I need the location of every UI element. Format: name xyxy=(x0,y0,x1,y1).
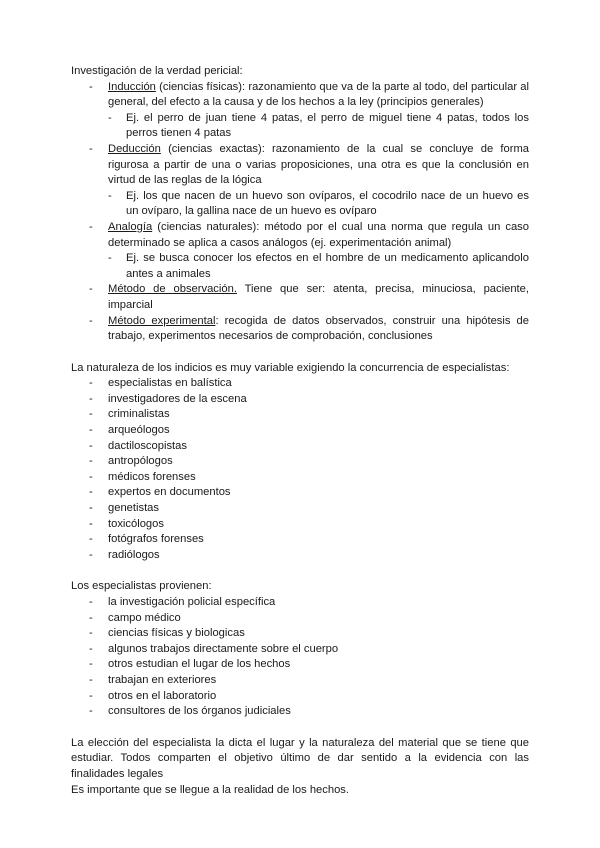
list-item: - investigadores de la escena xyxy=(71,392,529,408)
list-item: - dactiloscopistas xyxy=(71,439,529,455)
method-item-experimental xyxy=(71,314,529,345)
example-item: - Ej. los que nacen de un huevo son ovíparos, el cocodrilo nace de un huevo es un ovíparo, la gallina nace de un huevo es ovíparo xyxy=(108,189,529,220)
list-item: - ciencias físicas y biologicas xyxy=(71,626,529,642)
example-list xyxy=(108,111,529,142)
list-item: - toxicólogos xyxy=(71,517,529,533)
method-term: Inducción xyxy=(108,80,156,93)
list-item: - algunos trabajos directamente sobre el cuerpo xyxy=(71,642,529,658)
list-item: - médicos forenses xyxy=(71,470,529,486)
section-title: Investigación de la verdad pericial: xyxy=(71,65,243,77)
method-description: : recogida de datos observados, construir una hipótesis de trabajo, experimentos necesarios de comprobación, conclusiones xyxy=(108,314,529,343)
list-item: - radiólogos xyxy=(71,548,529,564)
list-item: - criminalistas xyxy=(71,407,529,423)
list-item: - la investigación policial específica xyxy=(71,595,529,611)
example-item: - Ej. el perro de juan tiene 4 patas, el perro de miguel tiene 4 patas, todos los perros tienen 4 patas xyxy=(108,111,529,142)
list-item: - genetistas xyxy=(71,501,529,517)
list-item: - campo médico xyxy=(71,611,529,627)
method-description: Tiene que ser: atenta, precisa, minuciosa, paciente, imparcial xyxy=(108,283,529,311)
method-term: Método experimental xyxy=(108,314,216,327)
method-item-induccion xyxy=(71,80,529,142)
example-list xyxy=(108,251,529,282)
origins-section xyxy=(71,579,529,719)
list-item: - consultores de los órganos judiciales xyxy=(71,704,529,720)
method-term: Método de observación. xyxy=(108,283,237,296)
methods-list xyxy=(71,80,529,345)
example-list xyxy=(108,189,529,220)
method-term: Deducción xyxy=(108,142,161,155)
closing-section xyxy=(71,736,529,798)
list-item: - arqueólogos xyxy=(71,423,529,439)
origins-list xyxy=(71,595,529,720)
method-description: (ciencias físicas): razonamiento que va de la parte al todo, del particular al general, del efecto a la causa y de los hechos a la ley (principios generales) xyxy=(108,80,529,109)
example-item: - Ej. se busca conocer los efectos en el hombre de un medicamento aplicandolo antes a animales xyxy=(108,251,529,282)
list-item: - especialistas en balística xyxy=(71,376,529,392)
method-description: (ciencias exactas): razonamiento de la cual se concluye de forma rigurosa a partir de una o varias proposiciones, una otra es que la conclusión en virtud de las reglas de la lógica xyxy=(108,142,529,187)
method-item-analogia xyxy=(71,220,529,282)
list-item: - expertos en documentos xyxy=(71,485,529,501)
list-item: - trabajan en exteriores xyxy=(71,673,529,689)
method-term: Analogía xyxy=(108,220,153,233)
list-item: - antropólogos xyxy=(71,454,529,470)
closing-paragraph: La elección del especialista la dicta el lugar y la naturaleza del material que se tiene que estudiar. Todos comparten el objetivo último de dar sentido a la evidencia con las finalidades legales xyxy=(71,736,529,780)
method-item-deduccion xyxy=(71,142,529,220)
method-item-observacion xyxy=(71,282,529,313)
list-item: - fotógrafos forenses xyxy=(71,532,529,548)
closing-sentence: Es importante que se llegue a la realidad de los hechos. xyxy=(71,783,349,796)
specialists-list xyxy=(71,376,529,563)
document-page xyxy=(71,64,529,798)
method-description: (ciencias naturales): método por el cual una norma que regula un caso determinado se aplica a casos análogos (ej. experimentación animal) xyxy=(108,220,529,249)
specialists-section xyxy=(71,361,529,564)
specialists-intro: La naturaleza de los indicios es muy variable exigiendo la concurrencia de especialistas: xyxy=(71,361,510,374)
list-item: - otros en el laboratorio xyxy=(71,689,529,705)
origins-intro: Los especialistas provienen: xyxy=(71,580,212,593)
list-item: - otros estudian el lugar de los hechos xyxy=(71,657,529,673)
